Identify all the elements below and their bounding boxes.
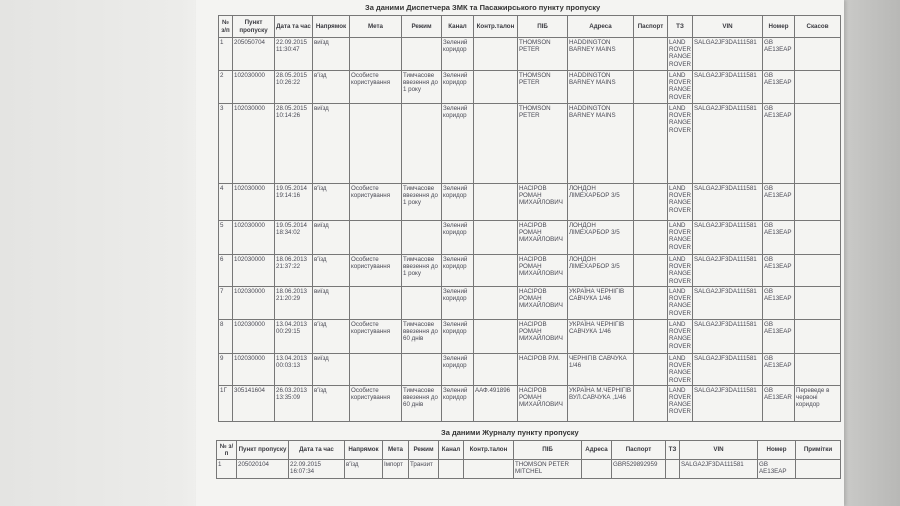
table-cell <box>350 38 402 71</box>
table-cell: GB AE13EAP <box>763 184 795 221</box>
table-cell: SALGA2JF3DA111581 <box>693 385 763 421</box>
table-cell: НАСІРОВ РОМАН МИХАЙЛОВИЧ <box>518 255 568 287</box>
table-cell: Тимчасове ввезення до 60 днів <box>402 320 442 354</box>
table-row <box>219 385 841 421</box>
table-cell <box>474 184 518 221</box>
table-cell: 1Г <box>219 385 233 421</box>
table-cell <box>464 459 514 478</box>
table-cell <box>795 255 841 287</box>
table-cell: 102030000 <box>233 354 275 386</box>
table-cell: SALGA2JF3DA111581 <box>693 287 763 320</box>
table-cell <box>634 320 668 354</box>
table-cell <box>350 221 402 255</box>
table-cell: GB AE13EAP <box>763 71 795 104</box>
table-cell: 2 <box>219 71 233 104</box>
journal-records-table <box>216 440 841 479</box>
table-cell: Зелений коридор <box>442 104 474 184</box>
table-cell: виїзд <box>313 354 350 386</box>
table-cell: 102030000 <box>233 221 275 255</box>
column-header: Режим <box>402 16 442 38</box>
column-header: Дата та час <box>289 440 345 459</box>
table-cell <box>634 255 668 287</box>
column-header: Мета <box>350 16 402 38</box>
column-header: Канал <box>442 16 474 38</box>
table-cell: 102030000 <box>233 255 275 287</box>
table-cell: НАСІРОВ РОМАН МИХАЙЛОВИЧ <box>518 221 568 255</box>
table-cell: 102030000 <box>233 184 275 221</box>
column-header: Контр.талон <box>474 16 518 38</box>
table-cell <box>795 354 841 386</box>
table-cell <box>795 104 841 184</box>
table-cell <box>634 184 668 221</box>
table-cell: SALGA2JF3DA111581 <box>693 221 763 255</box>
table-cell <box>474 354 518 386</box>
table-cell: ЧЕРНІГІВ САВЧУКА 1/46 <box>568 354 634 386</box>
table-cell: GBR529892959 <box>612 459 666 478</box>
table-cell <box>402 287 442 320</box>
table-cell: SALGA2JF3DA111581 <box>693 184 763 221</box>
table-cell: 7 <box>219 287 233 320</box>
table-cell: Зелений коридор <box>442 184 474 221</box>
table-cell <box>474 287 518 320</box>
table-cell <box>795 320 841 354</box>
column-header: ПІБ <box>514 440 582 459</box>
table-cell: THOMSON PETER <box>518 71 568 104</box>
column-header: Адреса <box>582 440 612 459</box>
table-cell <box>796 459 841 478</box>
table-cell: НАСІРОВ Р.М. <box>518 354 568 386</box>
table-cell <box>474 221 518 255</box>
document-content <box>216 3 840 479</box>
column-header: ТЗ <box>666 440 680 459</box>
table-cell: в'їзд <box>313 184 350 221</box>
table-cell: HADDINGTON BARNEY MAINS <box>568 71 634 104</box>
table-cell: 3 <box>219 104 233 184</box>
table-cell: НАСІРОВ РОМАН МИХАЙЛОВИЧ <box>518 320 568 354</box>
table-cell: Особисте користування <box>350 385 402 421</box>
table-cell: 305141604 <box>233 385 275 421</box>
table-cell <box>439 459 464 478</box>
table-row <box>219 71 841 104</box>
table-cell: Тимчасове ввезення до 1 року <box>402 184 442 221</box>
table-cell: LAND ROVER RANGE ROVER <box>668 320 693 354</box>
table-cell: GB AE13EAP <box>758 459 796 478</box>
table-cell: Транзит <box>409 459 439 478</box>
table-cell: 18.06.2013 21:20:29 <box>275 287 313 320</box>
table-cell: Зелений коридор <box>442 38 474 71</box>
table-cell: LAND ROVER RANGE ROVER <box>668 184 693 221</box>
table-cell: SALGA2JF3DA111581 <box>693 71 763 104</box>
table-cell: GB AE13EAP <box>763 287 795 320</box>
table-cell: в'їзд <box>313 385 350 421</box>
table-cell <box>795 287 841 320</box>
table-cell: GB AE13EAP <box>763 320 795 354</box>
table-cell: THOMSON PETER MITCHEL <box>514 459 582 478</box>
table-cell: SALGA2JF3DA111581 <box>693 104 763 184</box>
table-cell <box>634 104 668 184</box>
table-cell: THOMSON PETER <box>518 104 568 184</box>
table-row <box>219 320 841 354</box>
table-cell: GB AE13EAR <box>763 385 795 421</box>
table-cell <box>634 385 668 421</box>
table-cell <box>795 71 841 104</box>
table-cell: SALGA2JF3DA111581 <box>693 38 763 71</box>
table-cell: THOMSON PETER <box>518 38 568 71</box>
dispatcher-records-table <box>218 15 841 422</box>
table-cell: УКРАЇНА М.ЧЕРНІГІВ ВУЛ.САВЧУКА ,1/46 <box>568 385 634 421</box>
table-cell: Зелений коридор <box>442 255 474 287</box>
table-cell: 9 <box>219 354 233 386</box>
table-cell: GB AE13EAP <box>763 221 795 255</box>
table-cell <box>350 354 402 386</box>
table-cell: LAND ROVER RANGE ROVER <box>668 287 693 320</box>
column-header: № з/п <box>219 16 233 38</box>
table-cell <box>350 104 402 184</box>
table-row <box>219 287 841 320</box>
table-cell <box>795 184 841 221</box>
table-cell: 28.05.2015 10:26:22 <box>275 71 313 104</box>
table-cell: НАСІРОВ РОМАН МИХАЙЛОВИЧ <box>518 385 568 421</box>
table-cell: 28.05.2015 10:14:26 <box>275 104 313 184</box>
table-row <box>219 255 841 287</box>
table-cell: УКРАЇНА ЧЕРНІГІВ САВЧУКА 1/46 <box>568 287 634 320</box>
column-header: Пункт пропуску <box>237 440 289 459</box>
table-cell: 205020104 <box>237 459 289 478</box>
column-header: Номер <box>763 16 795 38</box>
table-cell: SALGA2JF3DA111581 <box>693 320 763 354</box>
table-row <box>217 459 841 478</box>
table-cell: SALGA2JF3DA111581 <box>680 459 758 478</box>
table-cell <box>634 287 668 320</box>
table-cell <box>350 287 402 320</box>
table-cell <box>582 459 612 478</box>
column-header: Режим <box>409 440 439 459</box>
table-cell: GB AE13EAP <box>763 38 795 71</box>
table-cell: 6 <box>219 255 233 287</box>
table-cell <box>634 38 668 71</box>
column-header: Паспорт <box>634 16 668 38</box>
table-cell: 19.05.2014 19:14:16 <box>275 184 313 221</box>
table-cell: 102030000 <box>233 71 275 104</box>
table-cell: 102030000 <box>233 104 275 184</box>
table-cell: виїзд <box>313 221 350 255</box>
table-row <box>219 354 841 386</box>
table-cell <box>634 71 668 104</box>
table-cell: 13.04.2013 00:29:15 <box>275 320 313 354</box>
table-cell: 205050704 <box>233 38 275 71</box>
table-cell: LAND ROVER RANGE ROVER <box>669 256 692 285</box>
table-cell: Тимчасове ввезення до 60 днів <box>402 385 442 421</box>
table-cell: SALGA2JF3DA111581 <box>693 354 763 386</box>
column-header: № з/п <box>217 440 237 459</box>
top-table-title: За даними Диспетчера ЗМК та Пасажирського пункту пропуску <box>365 3 601 12</box>
table-cell: 102030000 <box>233 287 275 320</box>
table-cell: 8 <box>219 320 233 354</box>
table-cell: виїзд <box>313 287 350 320</box>
table-cell: в'їзд <box>313 71 350 104</box>
table-cell: LAND ROVER RANGE ROVER <box>668 104 693 184</box>
table-cell: Зелений коридор <box>442 354 474 386</box>
table-cell: 22.09.2015 11:30:47 <box>275 38 313 71</box>
table-cell: 22.09.2015 16:07:34 <box>289 459 345 478</box>
table-cell: 1 <box>217 459 237 478</box>
table-cell: HADDINGTON BARNEY MAINS <box>568 38 634 71</box>
table-cell <box>402 38 442 71</box>
table-cell: в'їзд <box>313 255 350 287</box>
table-cell: LAND ROVER RANGE ROVER <box>669 355 692 384</box>
table-cell: УКРАЇНА ЧЕРНІГІВ САВЧУКА 1/46 <box>568 320 634 354</box>
column-header: VIN <box>680 440 758 459</box>
table-cell: GB AE13EAP <box>763 354 795 386</box>
column-header: Пункт пропуску <box>233 16 275 38</box>
table-row <box>219 184 841 221</box>
table-cell <box>474 255 518 287</box>
table-cell: 102030000 <box>233 320 275 354</box>
column-header: Адреса <box>568 16 634 38</box>
table-cell: ЛОНДОН ЛІМЕХАРБОР 3/5 <box>568 221 634 255</box>
table-cell <box>795 38 841 71</box>
table-cell: Особисте користування <box>350 184 402 221</box>
table-row <box>219 104 841 184</box>
table-cell: LAND ROVER RANGE ROVER <box>668 71 693 104</box>
table-cell: Зелений коридор <box>442 287 474 320</box>
table-cell: 1 <box>219 38 233 71</box>
table-cell: Особисте користування <box>350 255 402 287</box>
table-cell <box>474 320 518 354</box>
table-cell: 18.06.2013 21:37:22 <box>275 255 313 287</box>
table-cell: LAND ROVER RANGE ROVER <box>668 221 693 255</box>
table-cell: Зелений коридор <box>442 71 474 104</box>
table-cell <box>634 354 668 386</box>
table-cell: LAND ROVER RANGE ROVER <box>668 38 693 71</box>
column-header: Канал <box>439 440 464 459</box>
table-cell <box>666 459 680 478</box>
column-header: ТЗ <box>668 16 693 38</box>
column-header: Дата та час <box>275 16 313 38</box>
table-cell: 4 <box>219 184 233 221</box>
table-cell: 5 <box>219 221 233 255</box>
column-header: Паспорт <box>612 440 666 459</box>
table-cell: виїзд <box>313 38 350 71</box>
column-header: VIN <box>693 16 763 38</box>
table-cell: ЛОНДОН ЛІМЕХАРБОР 3/5 <box>568 255 634 287</box>
bottom-table-title: За даними Журналу пункту пропуску <box>441 427 579 437</box>
table-cell: 19.05.2014 18:34:02 <box>275 221 313 255</box>
table-cell: НАСІРОВ РОМАН МИХАЙЛОВИЧ <box>518 287 568 320</box>
table-cell: Переведе в червоні коридор <box>795 385 841 421</box>
table-cell: в'їзд <box>345 459 383 478</box>
table-row <box>219 221 841 255</box>
column-header: Скасов <box>795 16 841 38</box>
table-cell: виїзд <box>313 104 350 184</box>
table-cell: 13.04.2013 00:03:13 <box>275 354 313 386</box>
table-cell: HADDINGTON BARNEY MAINS <box>568 104 634 184</box>
table-cell <box>474 71 518 104</box>
table-cell <box>634 221 668 255</box>
table-cell: LAND ROVER RANGE ROVER <box>668 385 693 421</box>
table-cell: SALGA2JF3DA111581 <box>693 255 763 287</box>
table-cell: Зелений коридор <box>442 221 474 255</box>
table-cell: Тимчасове ввезення до 1 року <box>402 71 442 104</box>
table-cell <box>474 104 518 184</box>
table-cell: Особисте користування <box>350 320 402 354</box>
table-cell: Зелений коридор <box>442 385 474 421</box>
column-header: Напрямок <box>345 440 383 459</box>
table-cell <box>795 221 841 255</box>
table-cell: Імпорт <box>383 459 409 478</box>
table-cell: Тимчасове ввезення до 1 року <box>402 255 442 287</box>
table-cell: GB AE13EAP <box>763 255 795 287</box>
column-header: Мета <box>383 440 409 459</box>
column-header: Контр.талон <box>464 440 514 459</box>
table-cell <box>402 354 442 386</box>
column-header: Примітки <box>796 440 841 459</box>
table-cell: Особисте користування <box>350 71 402 104</box>
column-header: ПІБ <box>518 16 568 38</box>
column-header: Напрямок <box>313 16 350 38</box>
column-header: Номер <box>758 440 796 459</box>
table-cell: GB AE13EAP <box>763 104 795 184</box>
table-cell: 26.03.2013 13:35:09 <box>275 385 313 421</box>
table-cell: НАСІРОВ РОМАН МИХАЙЛОВИЧ <box>518 184 568 221</box>
table-cell <box>474 38 518 71</box>
table-cell <box>402 221 442 255</box>
table-cell: в'їзд <box>313 320 350 354</box>
table-cell: ЛОНДОН ЛІМЕХАРБОР 3/5 <box>568 184 634 221</box>
table-cell <box>402 104 442 184</box>
table-cell: Зелений коридор <box>442 320 474 354</box>
table-row <box>219 38 841 71</box>
table-cell: ААФ.491896 <box>474 385 518 421</box>
